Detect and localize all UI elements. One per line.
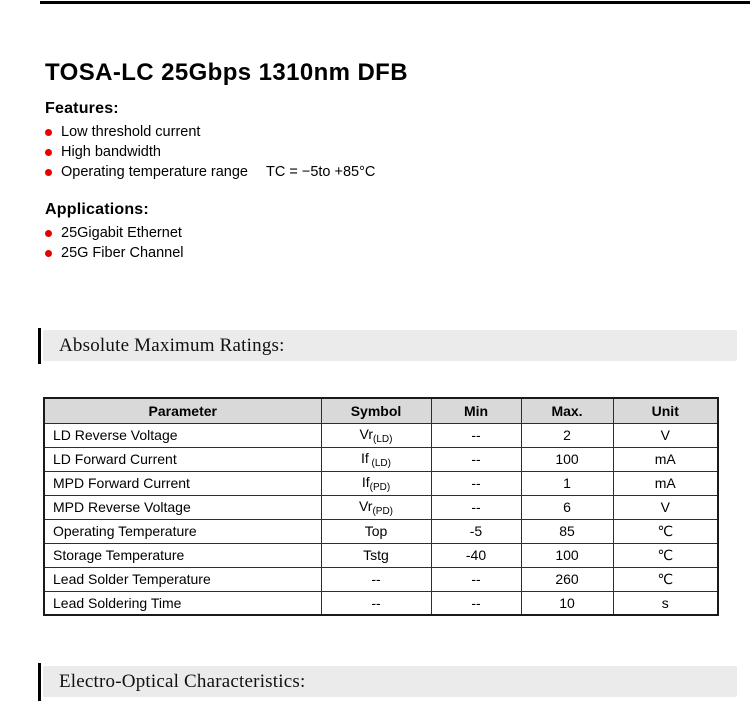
cell-unit: ℃ [613, 519, 718, 543]
application-item [45, 243, 184, 263]
cell-unit: V [613, 495, 718, 519]
bullet-icon [45, 169, 52, 176]
cell-min: -- [431, 423, 521, 447]
cell-symbol [321, 471, 431, 495]
cell-symbol [321, 519, 431, 543]
cell-symbol [321, 543, 431, 567]
col-header-unit: Unit [613, 398, 718, 423]
cell-unit: s [613, 591, 718, 615]
cell-max: 100 [521, 447, 613, 471]
section-title: Electro-Optical Characteristics: [43, 666, 737, 697]
cell-symbol [321, 495, 431, 519]
symbol-base: -- [371, 571, 381, 587]
table-row [44, 519, 718, 543]
symbol-subscript: (PD) [369, 481, 391, 493]
cell-unit: ℃ [613, 543, 718, 567]
bullet-icon [45, 129, 52, 136]
symbol-base: If [360, 449, 369, 466]
symbol-base: If [361, 473, 370, 490]
col-header-parameter: Parameter [44, 398, 321, 423]
cell-min: -- [431, 471, 521, 495]
abs-max-ratings-table [43, 397, 719, 616]
cell-unit: mA [613, 447, 718, 471]
cell-unit: ℃ [613, 567, 718, 591]
cell-max: 260 [521, 567, 613, 591]
cell-symbol [321, 591, 431, 615]
page-title: TOSA-LC 25Gbps 1310nm DFB [45, 59, 408, 86]
table-row [44, 447, 718, 471]
cell-min: -40 [431, 543, 521, 567]
cell-parameter: Lead Soldering Time [44, 591, 321, 615]
cell-symbol [321, 423, 431, 447]
cell-parameter: MPD Reverse Voltage [44, 495, 321, 519]
cell-max: 85 [521, 519, 613, 543]
cell-parameter: Operating Temperature [44, 519, 321, 543]
section-left-bar [38, 663, 41, 701]
cell-parameter: LD Forward Current [44, 447, 321, 471]
table-row [44, 567, 718, 591]
bullet-icon [45, 250, 52, 257]
cell-max: 6 [521, 495, 613, 519]
features-section [45, 100, 375, 182]
symbol-base: Vr [359, 425, 374, 442]
symbol-base: -- [371, 594, 381, 611]
table-row [44, 495, 718, 519]
symbol-subscript: (LD) [368, 457, 391, 469]
col-header-min: Min [431, 398, 521, 423]
top-rule [40, 1, 750, 4]
cell-min: -- [431, 447, 521, 471]
cell-symbol [321, 447, 431, 471]
feature-item [45, 122, 375, 142]
symbol-base: Top [364, 523, 388, 539]
cell-unit: mA [613, 471, 718, 495]
abs-max-table-body [44, 423, 718, 615]
symbol-subscript: (LD) [373, 433, 393, 445]
cell-min: -5 [431, 519, 521, 543]
cell-symbol [321, 567, 431, 591]
bullet-icon [45, 230, 52, 237]
feature-label: High bandwidth [61, 144, 161, 160]
table-header-row [44, 398, 718, 423]
cell-min: -- [431, 591, 521, 615]
applications-section [45, 201, 184, 263]
col-header-max: Max. [521, 398, 613, 423]
cell-max: 1 [521, 471, 613, 495]
cell-max: 2 [521, 423, 613, 447]
cell-parameter: Lead Solder Temperature [44, 567, 321, 591]
cell-parameter: MPD Forward Current [44, 471, 321, 495]
col-header-symbol: Symbol [321, 398, 431, 423]
cell-unit: V [613, 423, 718, 447]
cell-min: -- [431, 495, 521, 519]
application-item [45, 223, 184, 243]
application-label: 25Gigabit Ethernet [61, 225, 182, 241]
cell-min: -- [431, 567, 521, 591]
feature-label: Low threshold current [61, 124, 201, 140]
symbol-subscript: (PD) [372, 505, 394, 517]
cell-parameter: LD Reverse Voltage [44, 423, 321, 447]
feature-item [45, 142, 375, 162]
section-left-bar [38, 328, 41, 364]
table-row [44, 543, 718, 567]
table-row [44, 423, 718, 447]
feature-value: TC = −5to +85°C [266, 164, 376, 180]
application-label: 25G Fiber Channel [61, 245, 184, 261]
cell-parameter: Storage Temperature [44, 543, 321, 567]
cell-max: 100 [521, 543, 613, 567]
bullet-icon [45, 149, 52, 156]
feature-label: Operating temperature range [61, 164, 248, 180]
table-row [44, 471, 718, 495]
feature-item [45, 162, 375, 182]
section-title: Absolute Maximum Ratings: [43, 330, 737, 361]
cell-max: 10 [521, 591, 613, 615]
symbol-base: Tstg [363, 547, 389, 563]
symbol-base: Vr [358, 497, 373, 514]
features-heading: Features: [45, 100, 119, 117]
table-row [44, 591, 718, 615]
applications-heading: Applications: [45, 201, 149, 218]
